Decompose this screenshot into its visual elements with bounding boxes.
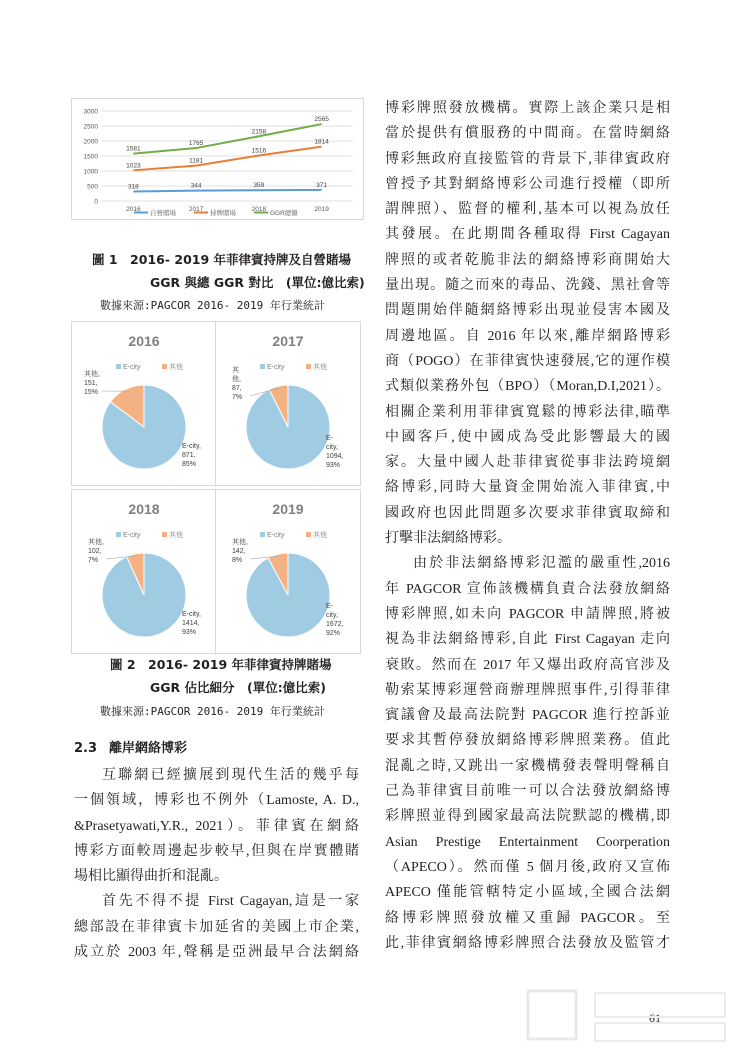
text-line: 混亂之時,又跳出一家機構發表聲明聲稱自 <box>385 754 670 779</box>
series-line <box>133 190 321 192</box>
y-tick-label: 2000 <box>84 139 99 146</box>
text-line: 打擊非法網絡博彩。 <box>385 526 670 551</box>
text-line: Asian Prestige Entertainment Coorperation <box>385 830 670 855</box>
data-label: 371 <box>316 182 327 189</box>
data-label: 1581 <box>126 146 141 153</box>
data-label-other: 他, <box>232 374 241 383</box>
data-label-ecity: city, <box>326 612 338 619</box>
legend-swatch <box>306 364 311 369</box>
text-line: 博彩方面較周邊起步較早,但與在岸實體賭 <box>74 839 359 864</box>
text-line: 成立於 2003 年,聲稱是亞洲最早合法網絡 <box>74 940 359 965</box>
x-tick-label: 2019 <box>314 206 329 213</box>
legend-label: 其他 <box>313 530 327 539</box>
text-line: 絡博彩,同時大量資金開始流入菲律賓,中 <box>385 475 670 500</box>
data-label-ecity: E- <box>326 603 334 610</box>
data-label: 1181 <box>189 158 203 165</box>
text-line: 中國客戶,使中國成為受此影響最大的國 <box>385 425 670 450</box>
text-line: 賓議會及最高法院對 PAGCOR 進行控訴並 <box>385 703 670 728</box>
pie-chart-2018 <box>71 489 217 654</box>
text-line: 家。大量中國人赴菲律賓從事非法跨境網 <box>385 450 670 475</box>
data-label-other: 15% <box>84 389 98 396</box>
text-line: 博彩無政府直接監管的背景下,菲律賓政府 <box>385 147 670 172</box>
text-line: 問題開始伴隨網絡博彩出現並侵害本國及 <box>385 298 670 323</box>
data-label-ecity: 92% <box>326 630 340 637</box>
legend-label: E-city <box>267 532 285 539</box>
text-line: 一個領域，博彩也不例外（Lamoste, A. D., <box>74 788 359 813</box>
legend-label: 自營賭場 <box>150 208 177 217</box>
legend-swatch <box>260 364 265 369</box>
legend-label: E-city <box>267 364 285 371</box>
data-label-other: 7% <box>232 394 242 401</box>
legend-label: 其他 <box>169 530 183 539</box>
data-label-ecity: 93% <box>182 629 196 636</box>
data-label-other: 151, <box>84 380 98 387</box>
text-line: （APECO）。然而僅 5 個月後,政府又宣佈 <box>385 855 670 880</box>
legend-label: E-city <box>123 364 141 371</box>
text-line: 周邊地區。自 2016 年以來,離岸網路博彩 <box>385 324 670 349</box>
text-line: 總部設在菲律賓卡加延省的美國上市企業, <box>74 915 359 940</box>
text-line: 要求其暫停發放網絡博彩牌照業務。值此 <box>385 728 670 753</box>
pie-chart-2019 <box>215 489 361 654</box>
text-line: 式類似業務外包（BPO）（Moran,D.I,2021）。 <box>385 374 670 399</box>
pie-chart-2017 <box>215 321 361 486</box>
data-label-ecity: 1094, <box>326 453 344 460</box>
data-label-ecity: 871, <box>182 452 196 459</box>
left-column-text <box>74 763 359 965</box>
text-line: 衰敗。然而在 2017 年又爆出政府高官涉及 <box>385 653 670 678</box>
figure1-source: 數據來源:PAGCOR 2016- 2019 年行業統計 <box>100 297 325 313</box>
data-label-ecity: E-city, <box>182 611 201 618</box>
figure2-caption-line2: GGR 佔比細分 (單位:億比索) <box>150 678 326 696</box>
data-label-other: 其 <box>232 365 240 374</box>
text-line: 曾授予其對網絡博彩公司進行授權（即所 <box>385 172 670 197</box>
data-label-ecity: city, <box>326 444 338 451</box>
figure2-source: 數據來源:PAGCOR 2016- 2019 年行業統計 <box>100 703 325 719</box>
pie-title: 2018 <box>128 501 159 517</box>
x-tick-label: 2017 <box>189 206 204 213</box>
text-line: 己為菲律賓目前唯一可以合法發放網絡博 <box>385 779 670 804</box>
pie-title: 2016 <box>128 333 159 349</box>
text-line: 互聯網已經擴展到現代生活的幾乎每 <box>74 763 359 788</box>
text-line: 彩牌照並得到國家最高法院默認的機構,即 <box>385 804 670 829</box>
text-line: 謂牌照）、監督的權利,基本可以視為放任 <box>385 197 670 222</box>
data-label: 2158 <box>252 128 267 135</box>
x-tick-label: 2016 <box>126 206 141 213</box>
legend-swatch <box>162 364 167 369</box>
section-heading <box>74 737 187 756</box>
text-line: 視為非法網絡博彩,自此 First Cagayan 走向 <box>385 627 670 652</box>
series-line <box>133 124 321 154</box>
section-number: 2.3 <box>74 741 97 756</box>
data-label: 344 <box>191 183 202 190</box>
text-line: 當於提供有償服務的中間商。在當時網絡 <box>385 121 670 146</box>
data-label-ecity: E- <box>326 435 334 442</box>
text-line: 國政府也因此問題多次要求菲律賓取締和 <box>385 501 670 526</box>
y-tick-label: 2500 <box>84 124 99 131</box>
pie-chart-2016 <box>71 321 217 486</box>
legend-label: 其他 <box>169 362 183 371</box>
section-title: 離岸網絡博彩 <box>109 741 187 756</box>
y-tick-label: 1500 <box>84 154 99 161</box>
text-line: 量出現。隨之而來的毒品、洗錢、黑社會等 <box>385 273 670 298</box>
text-line: 博彩牌照,如未向 PAGCOR 申請牌照,將被 <box>385 602 670 627</box>
text-line: 勒索某博彩運營商辦理牌照事件,引得菲律 <box>385 678 670 703</box>
text-line: 博彩牌照發放機構。實際上該企業只是相 <box>385 96 670 121</box>
text-line: &Prasetyawati,Y.R., 2021）。菲律賓在網絡 <box>74 814 359 839</box>
text-line: 首先不得不提 First Cagayan,這是一家 <box>74 889 359 914</box>
data-label: 1023 <box>126 162 141 169</box>
watermark-logo <box>520 985 734 1048</box>
legend-swatch <box>116 364 121 369</box>
text-line: 場相比顯得曲折和混亂。 <box>74 864 359 889</box>
y-tick-label: 500 <box>87 184 98 191</box>
text-line: APECO 僅能管轄特定小區域,全國合法網 <box>385 880 670 905</box>
text-line: 商（POGO）在菲律賓快速發展,它的運作模 <box>385 349 670 374</box>
text-line: 絡博彩牌照發放權又重歸 PAGCOR。至 <box>385 906 670 931</box>
text-line: 其發展。在此期間各種取得 First Cagayan <box>385 222 670 247</box>
data-label: 1814 <box>314 139 329 146</box>
line-chart-svg <box>72 99 363 219</box>
data-label: 1765 <box>189 140 204 147</box>
data-label-other: 8% <box>232 557 242 564</box>
figure1-caption-line1: 圖 1 2016- 2019 年菲律賓持牌及自營賭場 <box>92 250 351 268</box>
legend-label: GGR總額 <box>270 208 298 217</box>
data-label-other: 102, <box>88 548 102 555</box>
data-label-ecity: 1672, <box>326 621 344 628</box>
data-label: 318 <box>128 183 139 190</box>
data-label: 1516 <box>252 148 267 155</box>
data-label-other: 87, <box>232 385 242 392</box>
pie-title: 2017 <box>272 333 303 349</box>
data-label-ecity: 85% <box>182 461 196 468</box>
figure2-caption-line1: 圖 2 2016- 2019 年菲律賓持牌賭場 <box>110 655 332 673</box>
pie-title: 2019 <box>272 501 303 517</box>
data-label-other: 其他, <box>88 537 104 546</box>
text-line: 牌照的或者乾脆非法的網絡博彩商開始大 <box>385 248 670 273</box>
legend-swatch <box>260 532 265 537</box>
text-line: 此,菲律賓網絡博彩牌照合法發放及監管才 <box>385 931 670 956</box>
y-tick-label: 1000 <box>84 169 99 176</box>
legend-swatch <box>116 532 121 537</box>
legend-label: 持牌賭場 <box>210 208 237 217</box>
page-number: 61 <box>649 1011 661 1026</box>
data-label-other: 142, <box>232 548 246 555</box>
figure1-line-chart <box>71 98 364 220</box>
text-line: 相關企業利用菲律賓寬鬆的博彩法律,瞄準 <box>385 400 670 425</box>
text-line: 由於非法網絡博彩氾濫的嚴重性,2016 <box>385 551 670 576</box>
data-label-ecity: E-city, <box>182 443 201 450</box>
text-line: 年 PAGCOR 宣佈該機構負責合法發放網絡 <box>385 577 670 602</box>
data-label-ecity: 93% <box>326 462 340 469</box>
x-tick-label: 2018 <box>252 206 267 213</box>
y-tick-label: 3000 <box>84 109 99 116</box>
y-tick-label: 0 <box>94 199 98 206</box>
legend-swatch <box>162 532 167 537</box>
right-column-text <box>385 96 670 956</box>
data-label: 359 <box>253 182 264 189</box>
legend-label: 其他 <box>313 362 327 371</box>
data-label-other: 7% <box>88 557 98 564</box>
legend-label: E-city <box>123 532 141 539</box>
data-label-ecity: 1414, <box>182 620 200 627</box>
data-label-other: 其他, <box>84 369 100 378</box>
data-label-other: 其他, <box>232 537 248 546</box>
data-label: 2565 <box>314 116 329 123</box>
figure1-caption-line2: GGR 與總 GGR 對比 (單位:億比索) <box>150 273 365 291</box>
legend-swatch <box>306 532 311 537</box>
